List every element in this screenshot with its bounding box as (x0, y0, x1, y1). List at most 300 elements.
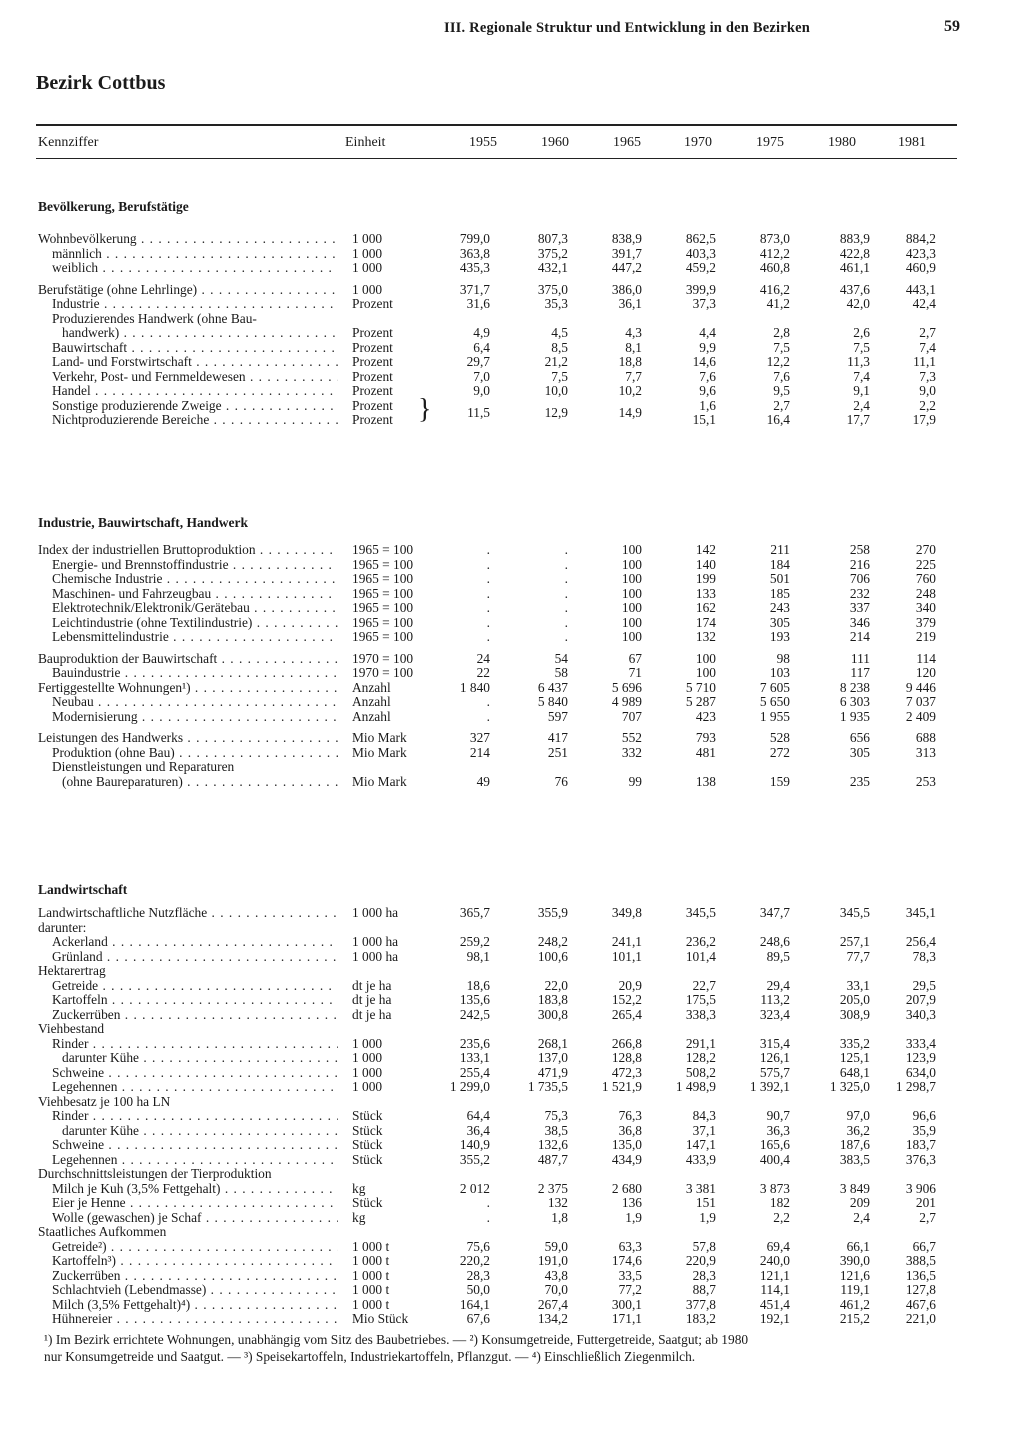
header-label: Kennziffer (38, 135, 99, 150)
running-head: III. Regionale Struktur und Entwicklung in den Bezirken (444, 20, 811, 36)
row-value: 1 735,5 (527, 1079, 568, 1094)
row-value: 379 (915, 614, 936, 630)
row-value: 383,5 (839, 1151, 870, 1167)
row-value: 501 (769, 571, 790, 586)
row-value: 315,4 (759, 1035, 790, 1051)
row-value: 648,1 (839, 1064, 870, 1080)
row-value: 706 (849, 571, 870, 586)
row-value: 1 498,9 (675, 1079, 716, 1094)
row-value: 89,5 (766, 948, 790, 964)
row-value: 9 446 (905, 679, 936, 695)
row-value: 100 (621, 556, 642, 572)
table-row (0, 695, 1024, 710)
table-header (0, 135, 1024, 155)
row-label: Produzierendes Handwerk (ohne Bau- (52, 311, 257, 326)
row-value: 14,6 (692, 354, 716, 369)
table-row (0, 652, 1024, 667)
row-label: Zuckerrüben . . . (52, 1008, 338, 1023)
row-value: 183,2 (685, 1311, 716, 1326)
row-value: 140 (695, 556, 716, 572)
row-value: 417 (547, 730, 568, 745)
row-value: 159 (769, 773, 790, 789)
row-value: 205,0 (839, 992, 870, 1007)
row-value: 240,0 (759, 1253, 790, 1268)
row-value: 508,2 (685, 1064, 716, 1080)
row-label: Berufstätige (ohne Lehrlinge) . . . (38, 283, 338, 298)
row-value: 451,4 (759, 1296, 790, 1312)
row-label: Zuckerrüben . . . (52, 1269, 338, 1284)
row-value: 258 (849, 542, 870, 557)
row-unit: Prozent (352, 325, 393, 340)
row-value: 22 (476, 665, 490, 680)
table-row (0, 666, 1024, 681)
row-value: 2,8 (773, 325, 790, 340)
row-value: 272 (769, 744, 790, 760)
row-label: Getreide²) . . . (52, 1240, 338, 1255)
row-value: 50,0 (466, 1282, 490, 1297)
row-value: 64,4 (466, 1108, 490, 1123)
row-value: . (486, 614, 490, 630)
row-value: 399,9 (685, 281, 716, 297)
row-value: 28,3 (692, 1267, 716, 1283)
row-unit: Prozent (352, 397, 393, 413)
row-unit: Anzahl (352, 679, 391, 695)
row-value: 1 521,9 (601, 1079, 642, 1094)
table-row (0, 601, 1024, 616)
row-value: 255,4 (459, 1064, 490, 1080)
header-year: 1965 (613, 135, 641, 150)
row-value: 597 (547, 708, 568, 724)
footnote-line: nur Konsumgetreide und Saatgut. — ³) Speisekartoffeln, Industriekartoffeln, Pflanzgut. — ⁴) Einschließlich Ziegenmilch. (44, 1349, 696, 1364)
row-value: 12,2 (766, 354, 790, 369)
row-value: 125,1 (839, 1050, 870, 1065)
row-label: Bauindustrie . . . (52, 666, 338, 681)
row-value: 75,3 (544, 1108, 568, 1123)
row-value: 332 (621, 744, 642, 760)
row-value: . (564, 600, 568, 615)
row-value: 16,4 (766, 412, 790, 427)
row-value: 98 (776, 650, 790, 666)
footnote-line: ¹) Im Bezirk errichtete Wohnungen, unabhängig vom Sitz des Baubetriebes. — ²) Konsumgetreide, Futtergetreide, Saatgut; ab 1980 (44, 1332, 749, 1347)
row-label: Leichtindustrie (ohne Textilindustrie) . . . (52, 616, 338, 631)
row-value: 209 (849, 1195, 870, 1210)
table-row (0, 1269, 1024, 1284)
table-row (0, 710, 1024, 725)
row-value: 75,6 (466, 1238, 490, 1254)
row-value: 1 955 (759, 708, 790, 724)
row-value: 165,6 (759, 1137, 790, 1152)
row-value: 256,4 (905, 934, 936, 949)
table-row (0, 630, 1024, 645)
row-unit: Prozent (352, 383, 393, 398)
row-value: 151 (695, 1195, 716, 1210)
row-value: 5 840 (537, 694, 568, 709)
row-value: 49 (476, 773, 490, 789)
row-value: 100 (621, 600, 642, 615)
row-value: 58 (554, 665, 568, 680)
row-label: Eier je Henne . . . (52, 1196, 338, 1211)
row-value: 1 392,1 (749, 1079, 790, 1094)
row-value: 42,4 (912, 296, 936, 311)
row-label: Durchschnittsleistungen der Tierproduktion (38, 1167, 272, 1181)
row-label: Hektarertrag (38, 964, 106, 978)
row-unit: Mio Mark (352, 773, 407, 789)
row-unit: 1 000 (352, 1050, 383, 1065)
row-value: 31,6 (466, 296, 490, 311)
brace-mark: } (418, 393, 432, 425)
row-label: (ohne Baureparaturen) . . . (62, 775, 338, 790)
row-value: 760 (915, 571, 936, 586)
row-value: . (486, 585, 490, 601)
row-value: 63,3 (618, 1238, 642, 1254)
row-value: 29,4 (766, 977, 790, 993)
row-value: 375,0 (537, 281, 568, 297)
table-row (0, 964, 1024, 979)
row-value: 214 (849, 629, 870, 644)
row-value: 199 (695, 571, 716, 586)
row-value: 259,2 (459, 934, 490, 949)
row-value: 459,2 (685, 260, 716, 275)
row-value: 1,6 (699, 397, 716, 413)
row-unit: 1 000 t (352, 1267, 390, 1283)
row-label: weiblich . . . (52, 261, 338, 276)
row-value: 7,6 (773, 368, 790, 384)
row-value: 24 (476, 650, 490, 666)
table-row (0, 326, 1024, 341)
row-value: 232 (849, 585, 870, 601)
row-unit: 1 000 (352, 245, 383, 261)
row-value: 300,8 (537, 1006, 568, 1022)
row-value: 7,5 (551, 368, 568, 384)
row-unit: 1 000 (352, 260, 383, 275)
row-value: 4,4 (699, 325, 716, 340)
row-value: . (486, 571, 490, 586)
table-row (0, 1312, 1024, 1327)
row-value: 192,1 (759, 1311, 790, 1326)
row-value: 123,9 (905, 1050, 936, 1065)
table-row (0, 1225, 1024, 1240)
row-value: 365,7 (459, 905, 490, 920)
row-value: 88,7 (692, 1282, 716, 1297)
table-row (0, 1196, 1024, 1211)
table-row (0, 775, 1024, 790)
row-unit: 1 000 ha (352, 905, 399, 920)
row-label: Chemische Industrie . . . (52, 572, 338, 587)
row-value: 100 (621, 585, 642, 601)
row-label: Bauwirtschaft . . . (52, 341, 338, 356)
row-label: Wolle (gewaschen) je Schaf . . . (52, 1211, 338, 1226)
row-value: 187,6 (839, 1137, 870, 1152)
section-agriculture (0, 906, 1024, 1327)
row-value: 100 (621, 629, 642, 644)
row-value: 76,3 (618, 1108, 642, 1123)
row-value: 142 (695, 542, 716, 557)
row-value: 77,7 (846, 948, 870, 964)
table-row (0, 1037, 1024, 1052)
row-value: 345,5 (839, 905, 870, 920)
row-value: 137,0 (537, 1050, 568, 1065)
row-label: Wohnbevölkerung . . . (38, 232, 338, 247)
row-label: Sonstige produzierende Zweige . . . (52, 399, 338, 414)
row-value: . (564, 571, 568, 586)
row-value: 552 (621, 730, 642, 745)
row-label: Maschinen- und Fahrzeugbau . . . (52, 587, 338, 602)
row-value: 345,5 (685, 905, 716, 920)
row-value: 8 238 (839, 679, 870, 695)
row-value: 423 (695, 708, 716, 724)
row-value: 101,4 (685, 948, 716, 964)
row-value: 183,8 (537, 992, 568, 1007)
row-value: 136 (621, 1195, 642, 1210)
table-row (0, 935, 1024, 950)
header-year: 1960 (541, 135, 569, 150)
row-value: 265,4 (611, 1006, 642, 1022)
row-unit: Anzahl (352, 708, 391, 724)
row-value: 66,7 (912, 1238, 936, 1254)
row-value: 33,5 (618, 1267, 642, 1283)
row-label: Land- und Forstwirtschaft . . . (52, 355, 338, 370)
row-unit: 1965 = 100 (352, 585, 414, 601)
row-unit: Stück (352, 1137, 383, 1152)
row-value: 355,9 (537, 905, 568, 920)
row-value: 128,2 (685, 1050, 716, 1065)
row-value: 7,7 (625, 368, 642, 384)
row-value: 15,1 (692, 412, 716, 427)
row-unit: kg (352, 1180, 366, 1196)
row-value: 2,4 (853, 1209, 870, 1225)
table-row (0, 297, 1024, 312)
row-value: . (486, 600, 490, 615)
row-value: 220,2 (459, 1253, 490, 1268)
row-value: 345,1 (905, 905, 936, 920)
row-value: 7,4 (919, 339, 936, 355)
row-value: . (486, 1195, 490, 1210)
row-value: 388,5 (905, 1253, 936, 1268)
row-value: 76 (554, 773, 568, 789)
row-value: 18,8 (618, 354, 642, 369)
row-value: 386,0 (611, 281, 642, 297)
row-value: 2 012 (459, 1180, 490, 1196)
row-label: Schweine . . . (52, 1138, 338, 1153)
section-title-population: Bevölkerung, Berufstätige (38, 199, 189, 214)
row-value: 467,6 (905, 1296, 936, 1312)
row-value: 434,9 (611, 1151, 642, 1167)
row-unit: kg (352, 1209, 366, 1225)
row-unit: 1970 = 100 (352, 665, 414, 680)
row-value: 1 840 (459, 679, 490, 695)
row-label: Nichtproduzierende Bereiche . . . (52, 413, 338, 428)
row-label: Energie- und Brennstoffindustrie . . . (52, 558, 338, 573)
table-row (0, 1153, 1024, 1168)
row-value: 327 (469, 730, 490, 745)
row-value: 412,2 (759, 245, 790, 261)
row-value: . (486, 629, 490, 644)
row-value: 100 (621, 571, 642, 586)
row-label: Ackerland . . . (52, 935, 338, 950)
table-row (0, 572, 1024, 587)
row-value: 349,8 (611, 905, 642, 920)
row-value: 132 (547, 1195, 568, 1210)
section-industry (0, 543, 1024, 789)
row-value: 100,6 (537, 948, 568, 964)
row-value: 437,6 (839, 281, 870, 297)
table-row (0, 543, 1024, 558)
row-value: 38,5 (544, 1122, 568, 1138)
table-row (0, 616, 1024, 631)
row-value: 267,4 (537, 1296, 568, 1312)
row-label: Dienstleistungen und Reparaturen (52, 760, 235, 774)
row-value: 1 935 (839, 708, 870, 724)
row-value: 220,9 (685, 1253, 716, 1268)
row-value: 128,8 (611, 1050, 642, 1065)
row-value: 219 (915, 629, 936, 644)
table-row (0, 1080, 1024, 1095)
table-row (0, 1008, 1024, 1023)
row-value: 873,0 (759, 231, 790, 246)
row-value: 432,1 (537, 260, 568, 275)
row-value: 1,9 (625, 1209, 642, 1225)
row-unit: 1 000 ha (352, 934, 399, 949)
row-unit: Prozent (352, 296, 393, 311)
row-gap (0, 724, 1024, 731)
row-value: 11,3 (847, 354, 870, 369)
table-row (0, 413, 1024, 428)
table-row (0, 384, 1024, 399)
row-value: 37,1 (692, 1122, 716, 1138)
row-value: 90,7 (766, 1108, 790, 1123)
row-unit: 1 000 t (352, 1253, 390, 1268)
row-value: 2 375 (537, 1180, 568, 1196)
row-value: 207,9 (905, 992, 936, 1007)
row-unit: 1970 = 100 (352, 650, 414, 666)
row-value: 7,5 (853, 339, 870, 355)
row-value: 9,9 (699, 339, 716, 355)
table-row (0, 731, 1024, 746)
row-value: 883,9 (839, 231, 870, 246)
row-value: 416,2 (759, 281, 790, 297)
header-year: 1981 (898, 135, 926, 150)
row-value: 100 (695, 665, 716, 680)
row-value: 69,4 (766, 1238, 790, 1254)
header-year: 1955 (469, 135, 497, 150)
row-value: 35,3 (544, 296, 568, 311)
row-value: 305 (769, 614, 790, 630)
row-value: 391,7 (611, 245, 642, 261)
row-value: 201 (915, 1195, 936, 1210)
row-value: 29,7 (466, 354, 490, 369)
row-value: 70,0 (544, 1282, 568, 1297)
row-label: Fertiggestellte Wohnungen¹) . . . (38, 681, 338, 696)
row-unit: 1 000 (352, 1079, 383, 1094)
table-row (0, 1138, 1024, 1153)
row-value: 340,3 (905, 1006, 936, 1022)
row-value: 443,1 (905, 281, 936, 297)
row-value: 28,3 (466, 1267, 490, 1283)
row-value: 132,6 (537, 1137, 568, 1152)
table-row (0, 1240, 1024, 1255)
row-value: 5 287 (685, 694, 716, 709)
row-value-merged: 12,9 (544, 404, 568, 420)
table-row (0, 1283, 1024, 1298)
row-value: 100 (621, 542, 642, 557)
row-label: Leistungen des Handwerks . . . (38, 731, 338, 746)
table-header-rule (36, 158, 957, 159)
row-value: 460,9 (905, 260, 936, 275)
row-value: 133,1 (459, 1050, 490, 1065)
row-value: 9,1 (853, 383, 870, 398)
row-value: 11,1 (913, 354, 936, 369)
row-value: 5 710 (685, 679, 716, 695)
row-value: 248 (915, 585, 936, 601)
row-value: 135,6 (459, 992, 490, 1007)
row-unit: 1 000 t (352, 1238, 390, 1254)
table-row (0, 1051, 1024, 1066)
row-value: 17,7 (846, 412, 870, 427)
row-value: 390,0 (839, 1253, 870, 1268)
row-label: Getreide . . . (52, 979, 338, 994)
row-value: 471,9 (537, 1064, 568, 1080)
row-value: 221,0 (905, 1311, 936, 1326)
row-value: . (486, 708, 490, 724)
row-value: 41,2 (766, 296, 790, 311)
row-value: 120 (915, 665, 936, 680)
table-row (0, 283, 1024, 298)
row-value: 36,8 (618, 1122, 642, 1138)
row-value: 270 (915, 542, 936, 557)
row-value: 3 381 (685, 1180, 716, 1196)
row-value: 36,3 (766, 1122, 790, 1138)
row-value: 243 (769, 600, 790, 615)
row-value: 100 (695, 650, 716, 666)
row-label: Kartoffeln³) . . . (52, 1254, 338, 1269)
row-value: 57,8 (692, 1238, 716, 1254)
row-value: 147,1 (685, 1137, 716, 1152)
header-year: 1970 (684, 135, 712, 150)
row-unit: dt je ha (352, 992, 392, 1007)
row-value: 2,2 (773, 1209, 790, 1225)
footnotes (44, 1331, 964, 1365)
row-value: 99 (628, 773, 642, 789)
row-value: . (564, 614, 568, 630)
row-gap (0, 276, 1024, 283)
row-value: 18,6 (466, 977, 490, 993)
row-value: 7,6 (699, 368, 716, 384)
row-value: 7,4 (853, 368, 870, 384)
row-value: 111 (850, 650, 870, 666)
row-value: 375,2 (537, 245, 568, 261)
page-number: 59 (944, 18, 960, 35)
row-unit: 1 000 (352, 281, 383, 297)
row-value: 4 989 (611, 694, 642, 709)
row-value: 4,9 (473, 325, 490, 340)
row-value: 5 650 (759, 694, 790, 709)
row-unit: 1 000 (352, 231, 383, 246)
row-value: 363,8 (459, 245, 490, 261)
row-label: Industrie . . . (52, 297, 338, 312)
row-value: 248,6 (759, 934, 790, 949)
row-value: . (564, 542, 568, 557)
row-value: 78,3 (912, 948, 936, 964)
row-value: 42,0 (846, 296, 870, 311)
row-value: 121,1 (759, 1267, 790, 1283)
row-value: 2,7 (773, 397, 790, 413)
row-value: . (486, 1209, 490, 1225)
row-unit: 1 000 (352, 1035, 383, 1051)
row-label: Index der industriellen Bruttoproduktion . . . (38, 543, 338, 558)
row-unit: Prozent (352, 412, 393, 427)
row-gap (0, 645, 1024, 652)
district-title: Bezirk Cottbus (36, 72, 166, 94)
